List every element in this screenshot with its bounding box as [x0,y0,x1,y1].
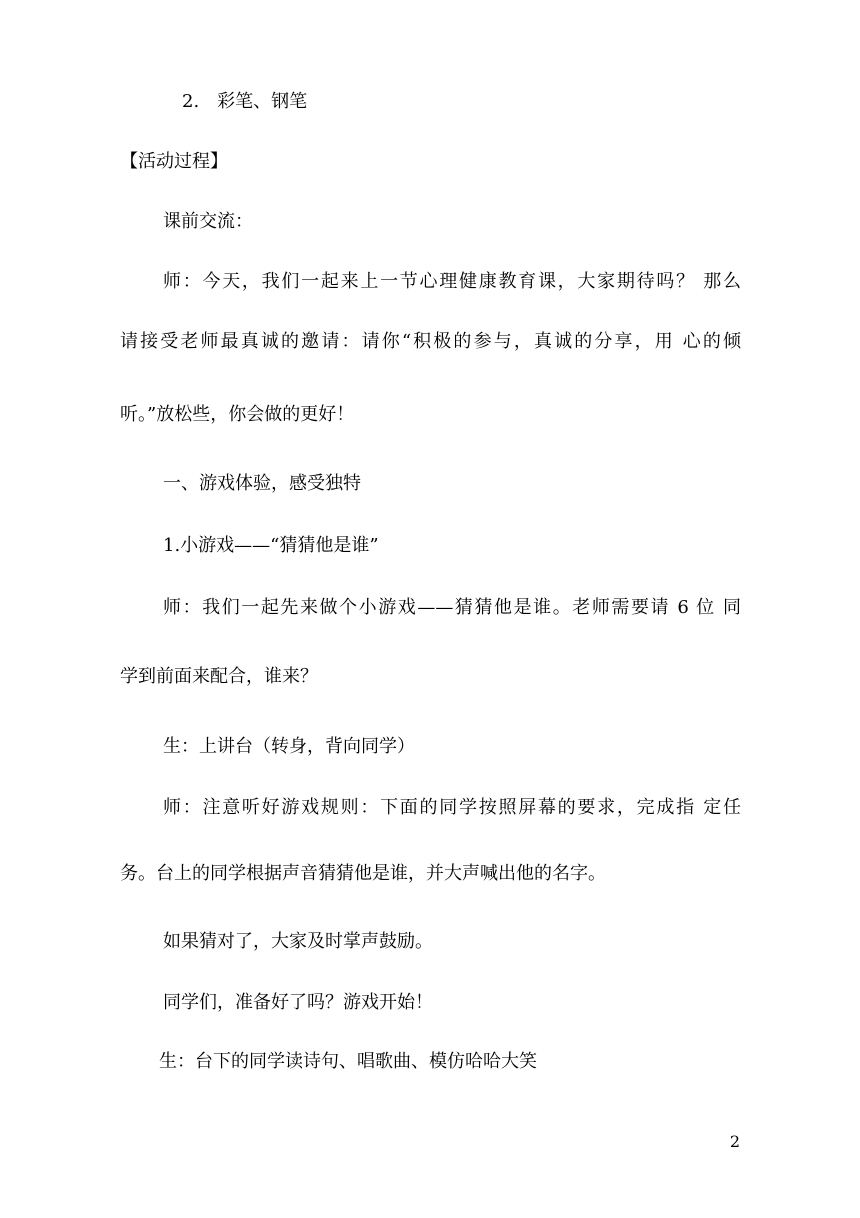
paragraph-pre-class-exchange: 课前交流： [163,211,253,232]
paragraph-game-intro-line-2: 学到前面来配合，谁来？ [120,666,318,687]
subheading-guess-who-game: 1.小游戏——“猜猜他是谁” [163,535,379,556]
paragraph-encourage-applause: 如果猜对了，大家及时掌声鼓励。 [163,931,433,952]
paragraph-teacher-intro-line-2: 请接受老师最真诚的邀请：请你“积极的参与，真诚的分享，用 心的倾 [120,331,741,352]
paragraph-game-rules-line-1: 师：注意听好游戏规则：下面的同学按照屏幕的要求，完成指 定任 [163,797,741,818]
material-item-2: 2. 彩笔、钢笔 [182,91,308,112]
section-heading-activity-process: 【活动过程】 [120,151,228,172]
paragraph-student-activity: 生：台下的同学读诗句、唱歌曲、模仿哈哈大笑 [159,1051,537,1072]
paragraph-student-response: 生：上讲台（转身，背向同学） [163,736,415,757]
paragraph-game-start: 同学们，准备好了吗？游戏开始！ [163,992,433,1013]
paragraph-teacher-intro-line-1: 师：今天，我们一起来上一节心理健康教育课，大家期待吗？ 那么 [163,271,741,292]
page-number: 2 [729,1132,740,1151]
paragraph-game-rules-line-2: 务。台上的同学根据声音猜猜他是谁，并大声喊出他的名字。 [120,863,606,884]
paragraph-teacher-intro-line-3: 听。”放松些，你会做的更好！ [120,404,355,425]
paragraph-game-intro-line-1: 师：我们一起先来做个小游戏——猜猜他是谁。老师需要请 6 位 同 [163,597,741,618]
section-heading-game-experience: 一、游戏体验，感受独特 [163,473,361,494]
